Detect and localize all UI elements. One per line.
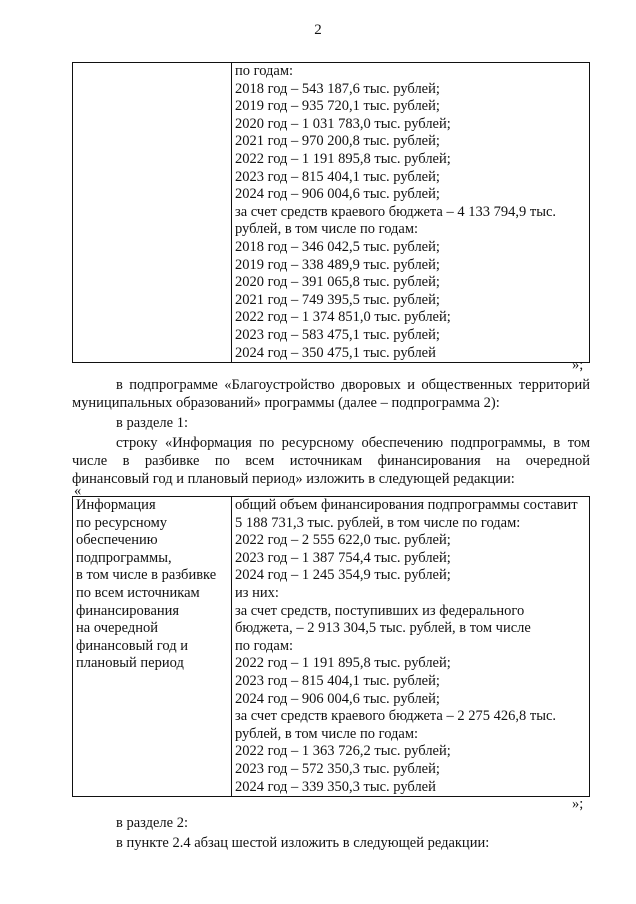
text-line: 2023 год – 572 350,3 тыс. рублей; (235, 760, 440, 777)
paragraph-row-info-line2 (72, 453, 590, 471)
text-line: 2023 год – 815 404,1 тыс. рублей; (235, 168, 440, 185)
text-line: по годам: (235, 637, 294, 654)
paragraph-clause-2-4: в пункте 2.4 абзац шестой изложить в следующей редакции: (116, 835, 490, 851)
text-line: на очередной (76, 620, 159, 637)
text-line: 2022 год – 1 191 895,8 тыс. рублей; (235, 655, 451, 672)
text-line: 2024 год – 1 245 354,9 тыс. рублей; (235, 567, 451, 584)
text-line: 2019 год – 338 489,9 тыс. рублей; (235, 256, 440, 273)
text-line: финансовый год и (76, 637, 188, 654)
text-line: 5 188 731,3 тыс. рублей, в том числе по годам: (235, 514, 521, 531)
closing-quote: »; (572, 357, 584, 373)
text-line: строку «Информация по ресурсному обеспечению подпрограммы, в том (116, 435, 590, 451)
text-line: бюджета, – 2 913 304,5 тыс. рублей, в том числе (235, 620, 531, 637)
text-line: за счет средств краевого бюджета – 4 133 794,9 тыс. (235, 203, 557, 220)
paragraph-subprogram-line1 (116, 377, 590, 395)
opening-quote: « (74, 483, 82, 499)
paragraph-subprogram-line2: муниципальных образований» программы (далее – подпрограмма 2): (72, 395, 500, 411)
text-line: 2022 год – 1 363 726,2 тыс. рублей; (235, 743, 451, 760)
text-line: 2024 год – 339 350,3 тыс. рублей (235, 778, 436, 795)
text-line: в подпрограмме «Благоустройство дворовых и общественных территорий (116, 377, 590, 393)
text-line: из них: (235, 584, 279, 601)
paragraph-row-info-line3: финансовый год и плановый период» изложить в следующей редакции: (72, 471, 515, 487)
text-line: 2022 год – 1 191 895,8 тыс. рублей; (235, 150, 451, 167)
table-left-cell (73, 63, 232, 363)
page-number: 2 (314, 22, 322, 38)
text-line: подпрограммы, (76, 549, 172, 566)
text-line: по годам: (235, 63, 294, 79)
resource-table (72, 496, 590, 797)
text-line: 2019 год – 935 720,1 тыс. рублей; (235, 98, 440, 115)
text-line: рублей, в том числе по годам: (235, 725, 419, 742)
paragraph-section-1: в разделе 1: (116, 415, 189, 431)
table-right-cell (232, 497, 590, 797)
table-row (73, 497, 590, 797)
text-line: 2018 год – 543 187,6 тыс. рублей; (235, 80, 440, 97)
text-line: общий объем финансирования подпрограммы составит (235, 497, 578, 513)
text-line: 2024 год – 906 004,6 тыс. рублей; (235, 186, 440, 203)
text-line: в том числе в разбивке (76, 567, 217, 584)
text-line: числе в разбивке по всем источникам финансирования на очередной (72, 453, 590, 469)
text-line: за счет средств, поступивших из федерального (235, 602, 525, 619)
text-line: Информация (76, 497, 156, 513)
table-row (73, 63, 590, 363)
text-line: обеспечению (76, 532, 158, 549)
text-line: 2018 год – 346 042,5 тыс. рублей; (235, 238, 440, 255)
text-line: 2020 год – 391 065,8 тыс. рублей; (235, 274, 440, 291)
text-line: 2020 год – 1 031 783,0 тыс. рублей; (235, 115, 451, 132)
table-left-cell (73, 497, 232, 797)
text-line: по всем источникам (76, 584, 200, 601)
text-line: 2021 год – 749 395,5 тыс. рублей; (235, 291, 440, 308)
closing-quote: »; (572, 796, 584, 812)
text-line: 2021 год – 970 200,8 тыс. рублей; (235, 133, 440, 150)
text-line: рублей, в том числе по годам: (235, 221, 419, 238)
text-line: 2024 год – 350 475,1 тыс. рублей (235, 344, 436, 361)
text-line: 2022 год – 1 374 851,0 тыс. рублей; (235, 309, 451, 326)
text-line: 2023 год – 815 404,1 тыс. рублей; (235, 672, 440, 689)
text-line: за счет средств краевого бюджета – 2 275 426,8 тыс. (235, 708, 557, 725)
resource-table-continuation (72, 62, 590, 363)
text-line: 2023 год – 583 475,1 тыс. рублей; (235, 326, 440, 343)
text-line: плановый период (76, 655, 184, 672)
paragraph-section-2: в разделе 2: (116, 815, 189, 831)
text-line: 2024 год – 906 004,6 тыс. рублей; (235, 690, 440, 707)
paragraph-row-info-line1 (116, 435, 590, 453)
text-line: 2023 год – 1 387 754,4 тыс. рублей; (235, 549, 451, 566)
text-line: 2022 год – 2 555 622,0 тыс. рублей; (235, 532, 451, 549)
table-right-cell (232, 63, 590, 363)
text-line: финансирования (76, 602, 180, 619)
text-line: по ресурсному (76, 514, 168, 531)
